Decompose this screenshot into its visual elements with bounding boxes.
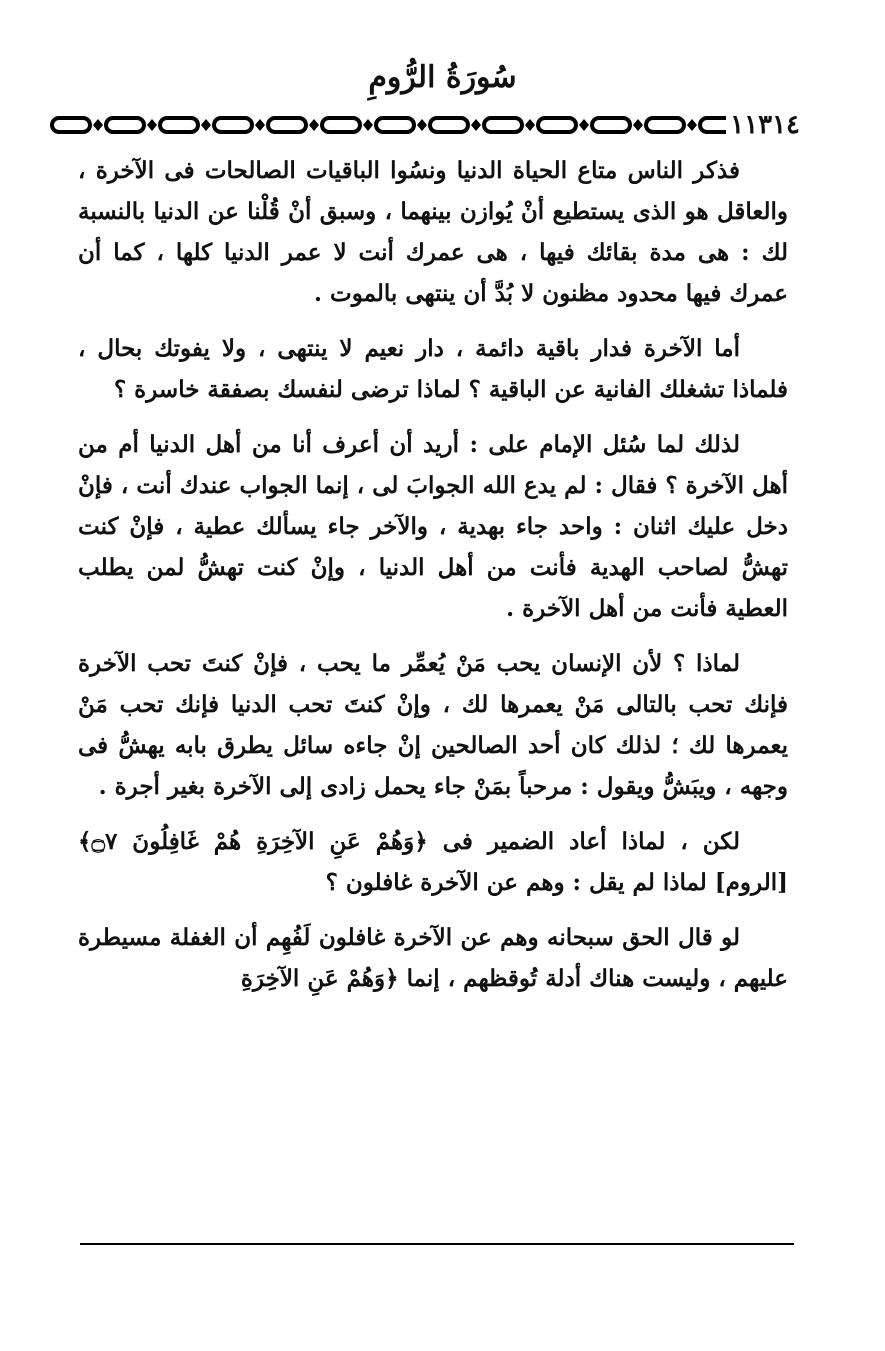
paragraph: لكن ، لماذا أعاد الضمير فى ﴿وَهُمْ عَنِ الآخِرَةِ هُمْ غَافِلُونَ ۝٧﴾ [الروم] لماذا لم يقل : وهم عن الآخرة غافلون ؟ [78, 828, 788, 896]
chain-border-ornament [48, 110, 748, 140]
page-body [78, 150, 788, 1013]
paragraph: لو قال الحق سبحانه وهم عن الآخرة غافلون لَفُهِم أن الغفلة مسيطرة عليهم ، وليست هناك أدلة تُوقظهم ، إنما ﴿وَهُمْ عَنِ الآخِرَةِ [78, 924, 788, 992]
page-number: ١١٣١٤ [726, 110, 804, 140]
footer-divider [80, 1243, 794, 1245]
surah-title: سُورَةُ الرُّومِ [368, 60, 517, 95]
paragraph: لماذا ؟ لأن الإنسان يحب مَنْ يُعمِّر ما يحب ، فإنْ كنتَ تحب الآخرة فإنك تحب بالتالى مَنْ يعمرها لك ، وإنْ كنتَ تحب الدنيا فإنك تحب مَنْ يعمرها لك ؛ لذلك كان أحد الصالحين إنْ جاءه سائل يطرق بابه يهشُّ فى وجهه ، ويبَشُّ ويقول : مرحباً بمَنْ جاء يحمل زادى إلى الآخرة بغير أجرة . [78, 650, 788, 800]
decorative-border [48, 110, 818, 140]
paragraph: فذكر الناس متاع الحياة الدنيا ونسُوا الباقيات الصالحات فى الآخرة ، والعاقل هو الذى يستطيع أنْ يُوازن بينهما ، وسبق أنْ قُلْنا عن الدنيا بالنسبة لك : هى مدة بقائك فيها ، هى عمرك أنت لا عمر الدنيا كلها ، كما أن عمرك فيها محدود مظنون لا بُدَّ أن ينتهى بالموت . [78, 157, 788, 307]
paragraph: لذلك لما سُئل الإمام على : أريد أن أعرف أنا من أهل الدنيا أم من أهل الآخرة ؟ فقال : لم يدع الله الجوابَ لى ، إنما الجواب عندك أنت ، فإنْ دخل عليك اثنان : واحد جاء بهدية ، والآخر جاء يسألك عطية ، فإنْ كنت تهشُّ لصاحب الهدية فأنت من أهل الدنيا ، وإنْ كنت تهشُّ لمن يطلب العطية فأنت من أهل الآخرة . [78, 431, 788, 622]
paragraph: أما الآخرة فدار باقية دائمة ، دار نعيم لا ينتهى ، ولا يفوتك بحال ، فلماذا تشغلك الفانية عن الباقية ؟ لماذا ترضى لنفسك بصفقة خاسرة ؟ [78, 335, 788, 403]
